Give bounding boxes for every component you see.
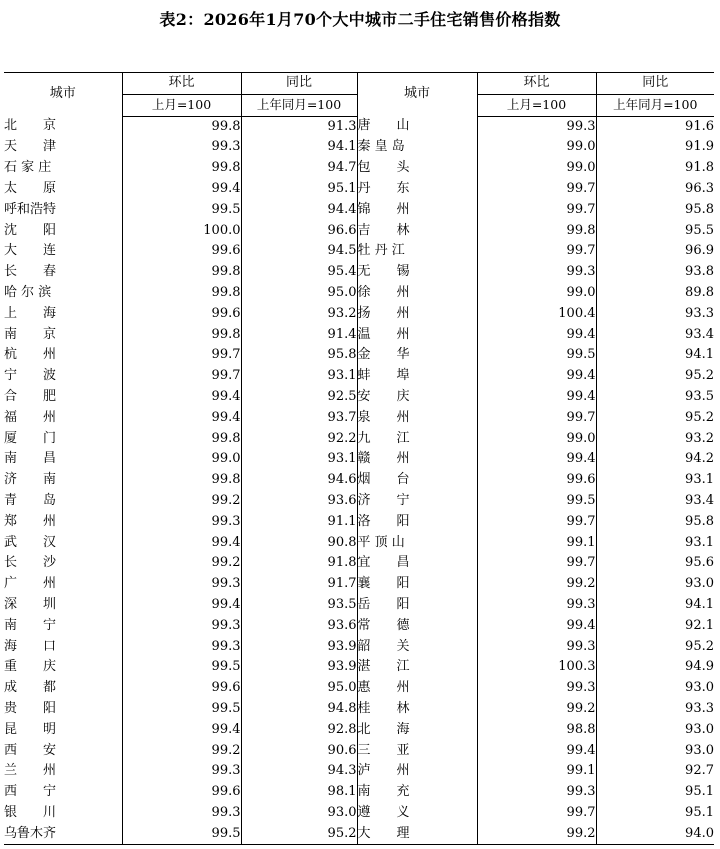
left-mom-cell: 99.6 bbox=[122, 241, 241, 262]
left-city-cell: 石 家 庄 bbox=[4, 160, 52, 176]
right-city-cell: 包 头 bbox=[357, 158, 477, 179]
right-city-cell: 常 德 bbox=[357, 616, 477, 637]
left-city-cell: 深 圳 bbox=[4, 596, 57, 612]
left-yoy-cell: 94.8 bbox=[241, 699, 357, 720]
header-yoy-left: 同比 bbox=[241, 73, 357, 95]
left-mom-cell: 99.4 bbox=[122, 720, 241, 741]
left-mom-cell: 99.2 bbox=[122, 553, 241, 574]
left-city-cell: 北 京 bbox=[4, 118, 57, 134]
left-yoy-cell: 91.7 bbox=[241, 574, 357, 595]
right-city-cell: 襄 阳 bbox=[357, 574, 477, 595]
right-yoy-cell: 93.0 bbox=[596, 678, 714, 699]
right-city-cell: 吉 林 bbox=[357, 221, 477, 242]
right-city-cell: 三 亚 bbox=[357, 741, 477, 762]
left-yoy-cell: 94.3 bbox=[241, 761, 357, 782]
table-row bbox=[4, 304, 714, 325]
right-yoy-cell: 94.9 bbox=[596, 657, 714, 678]
left-city-cell: 哈 尔 滨 bbox=[4, 284, 52, 300]
right-city-cell: 锦 州 bbox=[357, 200, 477, 221]
table-row bbox=[4, 574, 714, 595]
right-city-cell: 九 江 bbox=[357, 429, 477, 450]
right-city-cell: 无 锡 bbox=[357, 262, 477, 283]
left-city-cell: 银 川 bbox=[4, 804, 57, 820]
right-mom-cell: 99.1 bbox=[477, 761, 596, 782]
right-mom-cell: 99.4 bbox=[477, 387, 596, 408]
table-row bbox=[4, 200, 714, 221]
table-row bbox=[4, 699, 714, 720]
right-city-cell: 赣 州 bbox=[357, 449, 477, 470]
left-mom-cell: 99.8 bbox=[122, 116, 241, 137]
left-yoy-cell: 93.5 bbox=[241, 595, 357, 616]
left-yoy-cell: 94.4 bbox=[241, 200, 357, 221]
table-row bbox=[4, 741, 714, 762]
table-row bbox=[4, 137, 714, 158]
left-yoy-cell: 92.8 bbox=[241, 720, 357, 741]
right-city-cell: 桂 林 bbox=[357, 699, 477, 720]
price-index-table bbox=[4, 72, 714, 845]
right-city-cell: 宜 昌 bbox=[357, 553, 477, 574]
left-city-cell: 武 汉 bbox=[4, 534, 57, 550]
right-yoy-cell: 89.8 bbox=[596, 283, 714, 304]
right-mom-cell: 99.0 bbox=[477, 137, 596, 158]
right-mom-cell: 99.5 bbox=[477, 491, 596, 512]
left-mom-cell: 99.0 bbox=[122, 449, 241, 470]
left-city-cell: 沈 阳 bbox=[4, 222, 57, 238]
right-yoy-cell: 93.0 bbox=[596, 574, 714, 595]
left-city-cell: 乌鲁木齐 bbox=[4, 824, 122, 845]
table-row bbox=[4, 283, 714, 304]
right-yoy-cell: 95.2 bbox=[596, 366, 714, 387]
right-city-cell: 北 海 bbox=[357, 720, 477, 741]
right-yoy-cell: 95.1 bbox=[596, 803, 714, 824]
left-yoy-cell: 91.8 bbox=[241, 553, 357, 574]
left-yoy-cell: 95.2 bbox=[241, 824, 357, 845]
left-mom-cell: 99.3 bbox=[122, 512, 241, 533]
left-city-cell: 厦 门 bbox=[4, 430, 57, 446]
left-yoy-cell: 93.1 bbox=[241, 366, 357, 387]
table-row bbox=[4, 824, 714, 845]
right-mom-cell: 98.8 bbox=[477, 720, 596, 741]
right-mom-cell: 99.0 bbox=[477, 283, 596, 304]
left-yoy-cell: 94.5 bbox=[241, 241, 357, 262]
left-city-cell: 南 宁 bbox=[4, 617, 57, 633]
right-yoy-cell: 91.6 bbox=[596, 116, 714, 137]
right-yoy-cell: 95.1 bbox=[596, 782, 714, 803]
left-city-cell: 昆 明 bbox=[4, 721, 57, 737]
right-yoy-cell: 94.2 bbox=[596, 449, 714, 470]
left-mom-cell: 99.6 bbox=[122, 304, 241, 325]
right-yoy-cell: 94.0 bbox=[596, 824, 714, 845]
left-mom-cell: 100.0 bbox=[122, 221, 241, 242]
right-mom-cell: 99.4 bbox=[477, 616, 596, 637]
left-mom-cell: 99.8 bbox=[122, 158, 241, 179]
table-row bbox=[4, 116, 714, 137]
right-mom-cell: 99.7 bbox=[477, 179, 596, 200]
right-mom-cell: 99.7 bbox=[477, 200, 596, 221]
table-row bbox=[4, 241, 714, 262]
left-yoy-cell: 92.5 bbox=[241, 387, 357, 408]
table-row bbox=[4, 533, 714, 554]
left-mom-cell: 99.3 bbox=[122, 574, 241, 595]
left-mom-cell: 99.4 bbox=[122, 595, 241, 616]
left-city-cell: 海 口 bbox=[4, 638, 57, 654]
table-row bbox=[4, 179, 714, 200]
left-city-cell: 上 海 bbox=[4, 305, 57, 321]
left-city-cell: 宁 波 bbox=[4, 368, 57, 384]
right-city-cell: 秦 皇 岛 bbox=[357, 137, 477, 158]
left-yoy-cell: 91.4 bbox=[241, 325, 357, 346]
left-city-cell: 长 春 bbox=[4, 264, 57, 280]
right-city-cell: 烟 台 bbox=[357, 470, 477, 491]
right-mom-cell: 99.3 bbox=[477, 262, 596, 283]
left-city-cell: 大 连 bbox=[4, 243, 57, 259]
left-yoy-cell: 93.6 bbox=[241, 616, 357, 637]
header-mom-left: 环比 bbox=[122, 73, 241, 95]
right-yoy-cell: 91.8 bbox=[596, 158, 714, 179]
right-city-cell: 牡 丹 江 bbox=[357, 241, 477, 262]
header-mom-right: 环比 bbox=[477, 73, 596, 95]
left-city-cell: 郑 州 bbox=[4, 513, 57, 529]
left-city-cell: 南 昌 bbox=[4, 451, 57, 467]
right-yoy-cell: 93.0 bbox=[596, 720, 714, 741]
left-mom-cell: 99.8 bbox=[122, 325, 241, 346]
left-yoy-cell: 92.2 bbox=[241, 429, 357, 450]
left-city-cell: 广 州 bbox=[4, 576, 57, 592]
right-yoy-cell: 95.5 bbox=[596, 221, 714, 242]
left-yoy-cell: 95.0 bbox=[241, 678, 357, 699]
left-mom-cell: 99.6 bbox=[122, 678, 241, 699]
header-yoy-base-right: 上年同月=100 bbox=[596, 94, 714, 116]
right-yoy-cell: 93.4 bbox=[596, 491, 714, 512]
left-yoy-cell: 95.0 bbox=[241, 283, 357, 304]
right-mom-cell: 99.4 bbox=[477, 325, 596, 346]
right-mom-cell: 99.3 bbox=[477, 678, 596, 699]
left-city-cell: 成 都 bbox=[4, 680, 57, 696]
right-city-cell: 湛 江 bbox=[357, 657, 477, 678]
right-yoy-cell: 91.9 bbox=[596, 137, 714, 158]
left-mom-cell: 99.5 bbox=[122, 824, 241, 845]
left-yoy-cell: 93.1 bbox=[241, 449, 357, 470]
header-yoy-base-left: 上年同月=100 bbox=[241, 94, 357, 116]
right-mom-cell: 99.4 bbox=[477, 741, 596, 762]
right-city-cell: 岳 阳 bbox=[357, 595, 477, 616]
table-row bbox=[4, 678, 714, 699]
right-mom-cell: 100.4 bbox=[477, 304, 596, 325]
header-yoy-right: 同比 bbox=[596, 73, 714, 95]
table-row bbox=[4, 158, 714, 179]
right-mom-cell: 99.7 bbox=[477, 408, 596, 429]
right-city-cell: 泉 州 bbox=[357, 408, 477, 429]
right-mom-cell: 99.3 bbox=[477, 595, 596, 616]
right-yoy-cell: 93.5 bbox=[596, 387, 714, 408]
right-city-cell: 蚌 埠 bbox=[357, 366, 477, 387]
right-mom-cell: 100.3 bbox=[477, 657, 596, 678]
right-city-cell: 济 宁 bbox=[357, 491, 477, 512]
right-yoy-cell: 96.9 bbox=[596, 241, 714, 262]
left-mom-cell: 99.8 bbox=[122, 283, 241, 304]
right-city-cell: 南 充 bbox=[357, 782, 477, 803]
right-city-cell: 遵 义 bbox=[357, 803, 477, 824]
left-city-cell: 青 岛 bbox=[4, 492, 57, 508]
table-row bbox=[4, 761, 714, 782]
left-mom-cell: 99.5 bbox=[122, 657, 241, 678]
header-mom-base-right: 上月=100 bbox=[477, 94, 596, 116]
left-mom-cell: 99.2 bbox=[122, 491, 241, 512]
left-yoy-cell: 91.3 bbox=[241, 116, 357, 137]
right-city-cell: 大 理 bbox=[357, 824, 477, 845]
right-yoy-cell: 93.3 bbox=[596, 304, 714, 325]
right-yoy-cell: 92.7 bbox=[596, 761, 714, 782]
left-yoy-cell: 93.9 bbox=[241, 657, 357, 678]
left-mom-cell: 99.4 bbox=[122, 408, 241, 429]
left-mom-cell: 99.3 bbox=[122, 616, 241, 637]
left-yoy-cell: 96.6 bbox=[241, 221, 357, 242]
left-mom-cell: 99.8 bbox=[122, 429, 241, 450]
table-row bbox=[4, 262, 714, 283]
left-yoy-cell: 98.1 bbox=[241, 782, 357, 803]
table-row bbox=[4, 345, 714, 366]
right-city-cell: 平 顶 山 bbox=[357, 533, 477, 554]
left-city-cell: 天 津 bbox=[4, 139, 57, 155]
left-yoy-cell: 95.1 bbox=[241, 179, 357, 200]
left-mom-cell: 99.3 bbox=[122, 637, 241, 658]
left-mom-cell: 99.2 bbox=[122, 741, 241, 762]
table-row bbox=[4, 221, 714, 242]
table-row bbox=[4, 408, 714, 429]
right-yoy-cell: 93.3 bbox=[596, 699, 714, 720]
header-city-left: 城市 bbox=[4, 73, 122, 117]
right-mom-cell: 99.4 bbox=[477, 366, 596, 387]
left-mom-cell: 99.4 bbox=[122, 387, 241, 408]
right-yoy-cell: 93.1 bbox=[596, 470, 714, 491]
right-mom-cell: 99.7 bbox=[477, 241, 596, 262]
right-city-cell: 扬 州 bbox=[357, 304, 477, 325]
left-yoy-cell: 95.4 bbox=[241, 262, 357, 283]
left-city-cell: 重 庆 bbox=[4, 659, 57, 675]
left-city-cell: 西 安 bbox=[4, 742, 57, 758]
right-mom-cell: 99.2 bbox=[477, 699, 596, 720]
table-row bbox=[4, 637, 714, 658]
left-yoy-cell: 94.7 bbox=[241, 158, 357, 179]
left-mom-cell: 99.5 bbox=[122, 699, 241, 720]
table-row bbox=[4, 657, 714, 678]
table-row bbox=[4, 387, 714, 408]
left-yoy-cell: 94.6 bbox=[241, 470, 357, 491]
left-yoy-cell: 90.8 bbox=[241, 533, 357, 554]
left-yoy-cell: 93.0 bbox=[241, 803, 357, 824]
left-yoy-cell: 90.6 bbox=[241, 741, 357, 762]
left-mom-cell: 99.8 bbox=[122, 262, 241, 283]
right-yoy-cell: 95.8 bbox=[596, 200, 714, 221]
left-yoy-cell: 94.1 bbox=[241, 137, 357, 158]
right-city-cell: 徐 州 bbox=[357, 283, 477, 304]
left-city-cell: 南 京 bbox=[4, 326, 57, 342]
right-yoy-cell: 95.2 bbox=[596, 408, 714, 429]
left-yoy-cell: 95.8 bbox=[241, 345, 357, 366]
right-yoy-cell: 94.1 bbox=[596, 595, 714, 616]
right-mom-cell: 99.7 bbox=[477, 803, 596, 824]
table-title: 表2：2026年1月70个大中城市二手住宅销售价格指数 bbox=[159, 10, 561, 29]
header-city-right: 城市 bbox=[357, 73, 477, 117]
left-mom-cell: 99.3 bbox=[122, 803, 241, 824]
right-mom-cell: 99.4 bbox=[477, 449, 596, 470]
table-row bbox=[4, 720, 714, 741]
left-yoy-cell: 93.9 bbox=[241, 637, 357, 658]
left-mom-cell: 99.3 bbox=[122, 761, 241, 782]
right-city-cell: 安 庆 bbox=[357, 387, 477, 408]
left-mom-cell: 99.8 bbox=[122, 470, 241, 491]
table-row bbox=[4, 429, 714, 450]
right-city-cell: 洛 阳 bbox=[357, 512, 477, 533]
right-yoy-cell: 93.8 bbox=[596, 262, 714, 283]
right-yoy-cell: 95.2 bbox=[596, 637, 714, 658]
left-mom-cell: 99.7 bbox=[122, 345, 241, 366]
table-row bbox=[4, 325, 714, 346]
right-city-cell: 丹 东 bbox=[357, 179, 477, 200]
right-city-cell: 韶 关 bbox=[357, 637, 477, 658]
right-yoy-cell: 94.1 bbox=[596, 345, 714, 366]
left-yoy-cell: 93.6 bbox=[241, 491, 357, 512]
left-city-cell: 福 州 bbox=[4, 409, 57, 425]
table-row bbox=[4, 512, 714, 533]
header-mom-base-left: 上月=100 bbox=[122, 94, 241, 116]
right-mom-cell: 99.0 bbox=[477, 429, 596, 450]
table-body bbox=[4, 116, 714, 845]
left-city-cell: 合 肥 bbox=[4, 388, 57, 404]
table-row bbox=[4, 803, 714, 824]
right-mom-cell: 99.3 bbox=[477, 782, 596, 803]
right-city-cell: 金 华 bbox=[357, 345, 477, 366]
left-mom-cell: 99.5 bbox=[122, 200, 241, 221]
right-city-cell: 惠 州 bbox=[357, 678, 477, 699]
right-city-cell: 温 州 bbox=[357, 325, 477, 346]
left-mom-cell: 99.7 bbox=[122, 366, 241, 387]
left-city-cell: 呼和浩特 bbox=[4, 201, 57, 217]
right-mom-cell: 99.3 bbox=[477, 637, 596, 658]
table-row bbox=[4, 491, 714, 512]
left-yoy-cell: 91.1 bbox=[241, 512, 357, 533]
right-mom-cell: 99.5 bbox=[477, 345, 596, 366]
right-mom-cell: 99.7 bbox=[477, 553, 596, 574]
table-row bbox=[4, 616, 714, 637]
left-mom-cell: 99.3 bbox=[122, 137, 241, 158]
right-yoy-cell: 96.3 bbox=[596, 179, 714, 200]
left-city-cell: 西 宁 bbox=[4, 784, 57, 800]
right-mom-cell: 99.8 bbox=[477, 221, 596, 242]
left-city-cell: 杭 州 bbox=[4, 347, 57, 363]
right-mom-cell: 99.2 bbox=[477, 574, 596, 595]
left-mom-cell: 99.4 bbox=[122, 179, 241, 200]
right-mom-cell: 99.0 bbox=[477, 158, 596, 179]
right-mom-cell: 99.3 bbox=[477, 116, 596, 137]
right-mom-cell: 99.6 bbox=[477, 470, 596, 491]
right-yoy-cell: 93.2 bbox=[596, 429, 714, 450]
left-city-cell: 贵 阳 bbox=[4, 700, 57, 716]
table-row bbox=[4, 553, 714, 574]
right-mom-cell: 99.2 bbox=[477, 824, 596, 845]
right-mom-cell: 99.1 bbox=[477, 533, 596, 554]
table-row bbox=[4, 366, 714, 387]
left-yoy-cell: 93.7 bbox=[241, 408, 357, 429]
left-mom-cell: 99.6 bbox=[122, 782, 241, 803]
right-yoy-cell: 95.6 bbox=[596, 553, 714, 574]
table-row bbox=[4, 470, 714, 491]
left-yoy-cell: 93.2 bbox=[241, 304, 357, 325]
right-yoy-cell: 93.1 bbox=[596, 533, 714, 554]
right-city-cell: 泸 州 bbox=[357, 761, 477, 782]
left-city-cell: 兰 州 bbox=[4, 763, 57, 779]
left-city-cell: 长 沙 bbox=[4, 555, 57, 571]
right-yoy-cell: 93.4 bbox=[596, 325, 714, 346]
left-city-cell: 太 原 bbox=[4, 180, 57, 196]
right-yoy-cell: 95.8 bbox=[596, 512, 714, 533]
right-yoy-cell: 93.0 bbox=[596, 741, 714, 762]
right-yoy-cell: 92.1 bbox=[596, 616, 714, 637]
table-row bbox=[4, 449, 714, 470]
table-row bbox=[4, 595, 714, 616]
right-mom-cell: 99.7 bbox=[477, 512, 596, 533]
table-row bbox=[4, 782, 714, 803]
left-city-cell: 济 南 bbox=[4, 472, 57, 488]
left-mom-cell: 99.4 bbox=[122, 533, 241, 554]
right-city-cell: 唐 山 bbox=[357, 116, 477, 137]
